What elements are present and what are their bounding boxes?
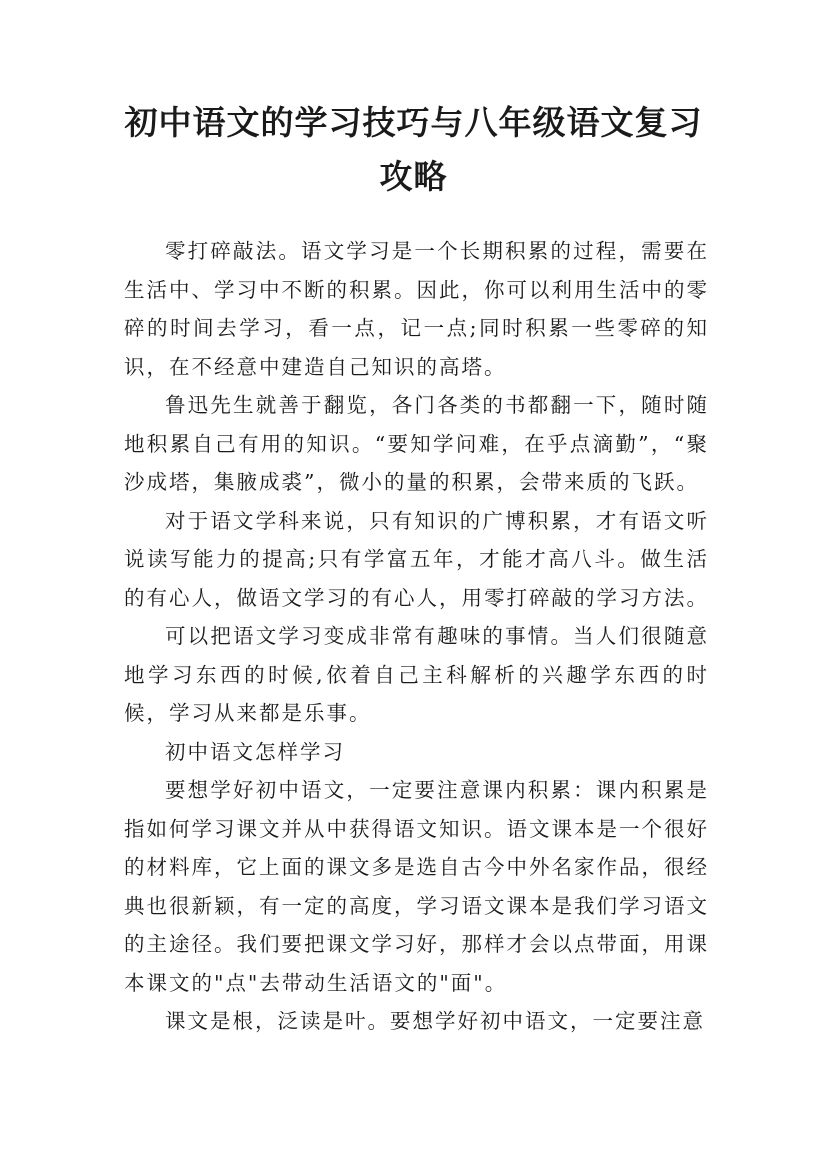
paragraph-interest: 可以把语文学习变成非常有趣味的事情。当人们很随意地学习东西的时候,依着自己主科解析的兴趣学东西的时候，学习从来都是乐事。 [124, 624, 709, 725]
document-title: 初中语文的学习技巧与八年级语文复习攻略 [124, 103, 703, 196]
paragraph-accumulation: 对于语文学科来说，只有知识的广博积累，才有语文听说读写能力的提高;只有学富五年，才能才高八斗。做生活的有心人，做语文学习的有心人，用零打碎敲的学习方法。 [124, 508, 709, 610]
paragraph-lu-xun: 鲁迅先生就善于翻览，各门各类的书都翻一下，随时随地积累自己有用的知识。“要知学问难，在乎点滴勤”，“聚沙成塔，集腋成裘”，微小的量的积累，会带来质的飞跃。 [124, 393, 709, 494]
paragraph-fragmented-study: 零打碎敲法。语文学习是一个长期积累的过程，需要在生活中、学习中不断的积累。因此，你可以利用生活中的零碎的时间去学习，看一点，记一点;同时积累一些零碎的知识，在不经意中建造自己知识的高塔。 [124, 239, 709, 379]
paragraph-root-leaf: 课文是根，泛读是叶。要想学好初中语文，一定要注意 [165, 1009, 705, 1033]
document-body [124, 232, 709, 1041]
section-heading: 初中语文怎样学习 [165, 739, 345, 764]
paragraph-in-class: 要想学好初中语文，一定要注意课内积累：课内积累是指如何学习课文并从中获得语文知识。语文课本是一个很好的材料库，它上面的课文多是选自古今中外名家作品，很经典也很新颖，有一定的高度，学习语文课本是我们学习语文的主途径。我们要把课文学习好，那样才会以点带面，用课本课文的"点"去带动生活语文的"面"。 [124, 778, 709, 995]
